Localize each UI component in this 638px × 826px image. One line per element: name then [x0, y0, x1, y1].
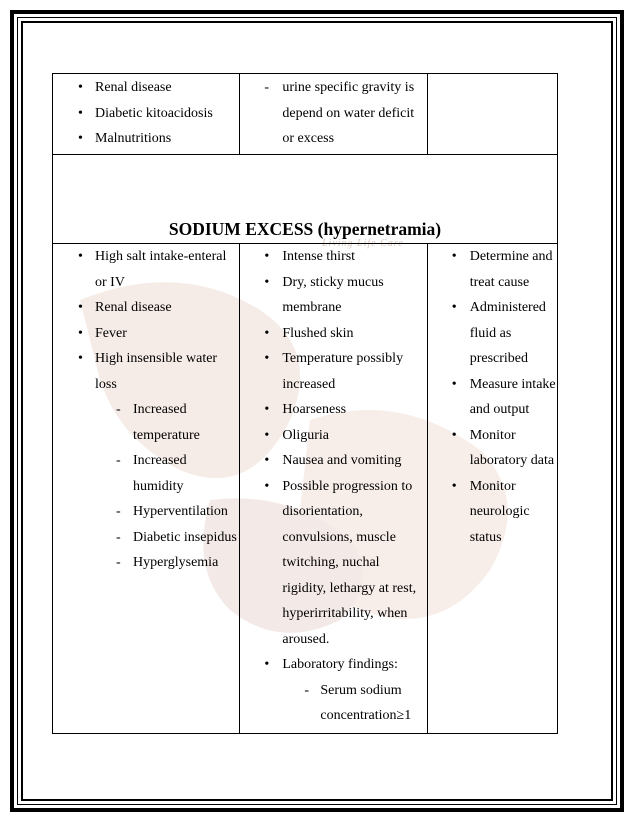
table-cell	[427, 74, 557, 155]
table-cell-causes	[53, 244, 240, 734]
list-item: - Serum sodium concentration≥1	[240, 678, 426, 729]
table-cell	[53, 155, 558, 244]
list-item: • Intense thirst	[240, 244, 426, 270]
list-item: • Nausea and vomiting	[240, 448, 426, 474]
list-item: - Increased temperature	[53, 397, 239, 448]
list-item: • Renal disease	[53, 295, 239, 321]
list-item: - Hyperglysemia	[53, 550, 239, 576]
causes-sublist	[53, 397, 239, 576]
list-item: • Malnutritions	[53, 126, 239, 152]
list-item: • Oliguria	[240, 423, 426, 449]
list-item: • Measure intake and output	[428, 372, 557, 423]
list-item: • Hoarseness	[240, 397, 426, 423]
table-cell-signs	[240, 244, 427, 734]
list-item: - Diabetic insepidus	[53, 525, 239, 551]
list-item: - urine specific gravity is depend on water deficit or excess	[240, 75, 426, 152]
list-item: • Renal disease	[53, 75, 239, 101]
list-item: • Administered fluid as prescribed	[428, 295, 557, 372]
table-cell	[53, 74, 240, 155]
list-item: • Diabetic kitoacidosis	[53, 101, 239, 127]
list-item: • High insensible water loss	[53, 346, 239, 397]
section-heading: SODIUM EXCESS (hypernetramia)	[168, 219, 442, 239]
list-item: • Monitor neurologic status	[428, 474, 557, 551]
table-row	[53, 74, 558, 155]
list-item: • Laboratory findings:	[240, 652, 426, 678]
list-item: - Increased humidity	[53, 448, 239, 499]
signs-list	[240, 244, 426, 678]
table-cell	[240, 74, 427, 155]
table-row	[53, 244, 558, 734]
signs-sublist	[240, 678, 426, 729]
list-item: • Dry, sticky mucus membrane	[240, 270, 426, 321]
list-item: • Determine and treat cause	[428, 244, 557, 295]
list-item: - Hyperventilation	[53, 499, 239, 525]
list	[53, 74, 239, 152]
list-item: • Monitor laboratory data	[428, 423, 557, 474]
table-cell-interventions	[427, 244, 557, 734]
list-item: • Possible progression to disorientation, convulsions, muscle twitching, nuchal rigidity, lethargy at rest, hyperirritability, when aroused.	[240, 474, 426, 653]
list-item: • Fever	[53, 321, 239, 347]
table-row	[53, 155, 558, 244]
list-item: • Temperature possibly increased	[240, 346, 426, 397]
list-item: • Flushed skin	[240, 321, 426, 347]
causes-list	[53, 244, 239, 397]
interventions-list	[428, 244, 557, 550]
list	[240, 74, 426, 152]
watermark-text: Living Life Care	[322, 238, 404, 249]
list-item: • High salt intake-enteral or IV	[53, 244, 239, 295]
content-table	[52, 73, 558, 734]
